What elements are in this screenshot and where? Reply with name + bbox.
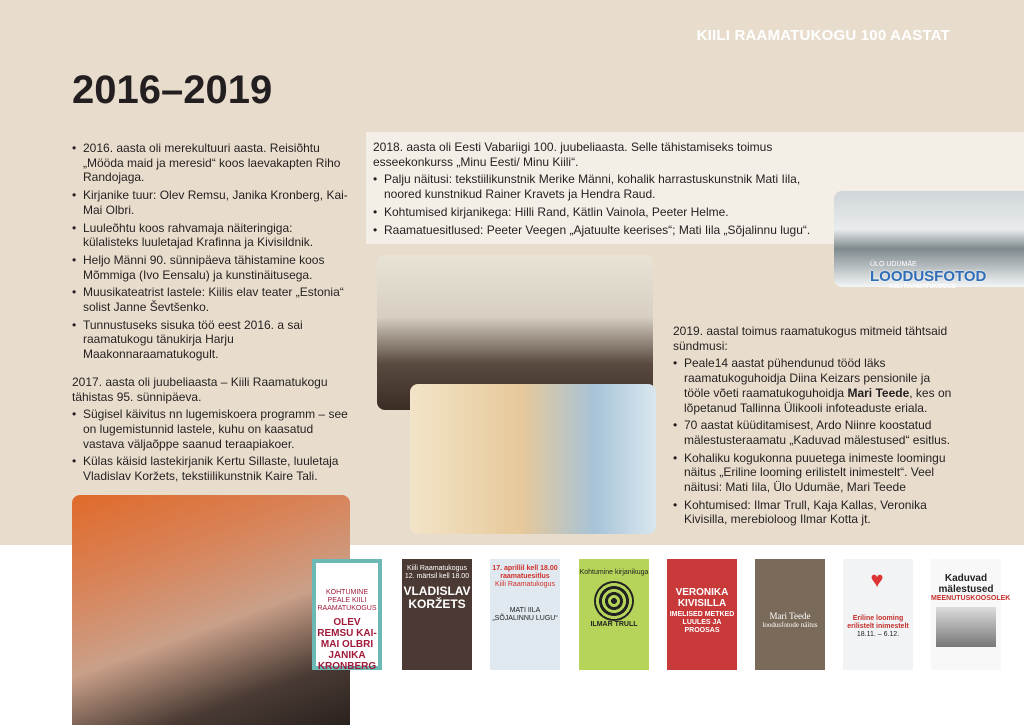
- series-title: KIILI RAAMATUKOGU 100 AASTAT: [696, 27, 950, 44]
- list-item: • Palju näitusi: tekstiilikunstnik Merike Männi, kohalik harrastuskunstnik Mati Iila, noored kunstnikud Rainer Kravets ja Hendra Raud.: [373, 172, 817, 201]
- heart-icon: ♥: [870, 567, 884, 592]
- list-item: • Luuleõhtu koos rahvamaja näiteringiga: külalisteks luuletajad Krafinna ja Kivisildnik.: [72, 221, 350, 250]
- poster-iila: 17. aprillil kell 18.00 raamatuesitlus Kiili Raamatukogus MATI IILA „SÕJALINNU LUGU“: [490, 559, 560, 670]
- column-2019: [673, 324, 953, 530]
- list-item: • 2016. aasta oli merekultuuri aasta. Reisiõhtu „Mööda maid ja meresid“ koos laevakapten Riho Randojaga.: [72, 141, 350, 185]
- poster-eriline: ♥ Eriline looming erilistelt inimestelt 18.11. – 6.12.: [843, 559, 913, 670]
- poster-teede: Mari Teede loodusfotode näitus: [755, 559, 825, 670]
- list-item: • Kohaliku kogukonna puuetega inimeste loomingu näitus „Eriline looming erilistelt inimestelt“. Veel näitusi: Mati Iila, Ülo Udumäe, Mari Teede: [673, 451, 953, 495]
- photo-caption-author: ÜLO UDUMÄE: [870, 261, 917, 268]
- photo-caption-title: LOODUSFOTOD: [870, 268, 987, 285]
- highlight-name: Mari Teede: [847, 385, 910, 400]
- spiral-icon: [594, 581, 634, 621]
- intro-2017: 2017. aasta oli juubeliaasta – Kiili Raamatukogu tähistas 95. sünnipäeva.: [72, 374, 328, 404]
- poster-korzets: Kiili Raamatukogus 12. märtsil kell 18.00 VLADISLAV KORŽETS: [402, 559, 472, 670]
- list-2017: [72, 407, 350, 484]
- list-item: • Külas käisid lastekirjanik Kertu Sillaste, luuletaja Vladislav Koržets, tekstiilikunstnik Kaire Tali.: [72, 454, 350, 483]
- poster-trull: Kohtumine kirjanikuga ILMAR TRULL: [579, 559, 649, 670]
- list-item: • Sügisel käivitus nn lugemiskoera programm – see on lugemistunnid lastele, kuhu on kaasatud vastava väljaõppe saanud teraapiakoer.: [72, 407, 350, 451]
- list-item: • Peale14 aastat pühendunud tööd läks raamatukoguhoidja Diina Keizars pensionile ja tööle võeti raamatukoguhoidja Mari Teede, kes on lõpetanud Tallinna Ülikooli infoteaduste eriala.: [673, 356, 953, 415]
- page-title: 2016–2019: [72, 68, 273, 112]
- list-item: • Kohtumised: Ilmar Trull, Kaja Kallas, Veronika Kivisilla, merebioloog Ilmar Kotta jt.: [673, 498, 953, 527]
- poster-kivisilla: VERONIKA KIVISILLA IMELISED METKED LUULES JA PROOSAS: [667, 559, 737, 670]
- list-item: • Kohtumised kirjanikega: Hilli Rand, Kätlin Vainola, Peeter Helme.: [373, 205, 817, 220]
- list-2016: [72, 141, 350, 362]
- list-2019: [673, 356, 953, 527]
- column-2018: [373, 140, 817, 240]
- list-item: • Muusikateatrist lastele: Kiilis elav teater „Estonia“ solist Janne Ševtšenko.: [72, 285, 350, 314]
- list-item: • Tunnustuseks sisuka töö eest 2016. a sai raamatukogu tänukirja Harju Maakonnaraamatukogult.: [72, 318, 350, 362]
- intro-2019: 2019. aastal toimus raamatukogus mitmeid tähtsaid sündmusi:: [673, 324, 948, 353]
- photo-reading-dog: [72, 495, 350, 725]
- list-item: • Heljo Männi 90. sünnipäeva tähistamine koos Mõmmiga (Ivo Eensalu) ja kunstinäitusega.: [72, 253, 350, 282]
- list-item: • Kirjanike tuur: Olev Remsu, Janika Kronberg, Kai-Mai Olbri.: [72, 188, 350, 217]
- column-2016-2017: [72, 141, 350, 487]
- list-item: • Raamatuesitlused: Peeter Veegen „Ajatuulte keerises“; Mati Iila „Sõjalinnu lugu“.: [373, 223, 817, 238]
- poster-remsu: KOHTUMINE PEALE KIILI RAAMATUKOGUS OLEV REMSU KAI-MAI OLBRI JANIKA KRONBERG: [312, 559, 382, 670]
- intro-2018: 2018. aasta oli Eesti Vabariigi 100. juubeliaasta. Selle tähistamiseks toimus esseekonkurss „Minu Eesti/ Minu Kiili“.: [373, 140, 773, 169]
- list-item: • 70 aastat küüditamisest, Ardo Niinre koostatud mälestusteraamatu „Kaduvad mälestused“ esitlus.: [673, 418, 953, 447]
- railway-tracks-icon: [936, 607, 996, 647]
- photo-children-event: [410, 384, 656, 534]
- poster-kaduvad: Kaduvad mälestused MEENUTUSKOOSOLEK: [931, 559, 1001, 670]
- photo-caption-library: KIILI RAAMATUKOGUS: [889, 284, 956, 290]
- list-2018: [373, 172, 817, 237]
